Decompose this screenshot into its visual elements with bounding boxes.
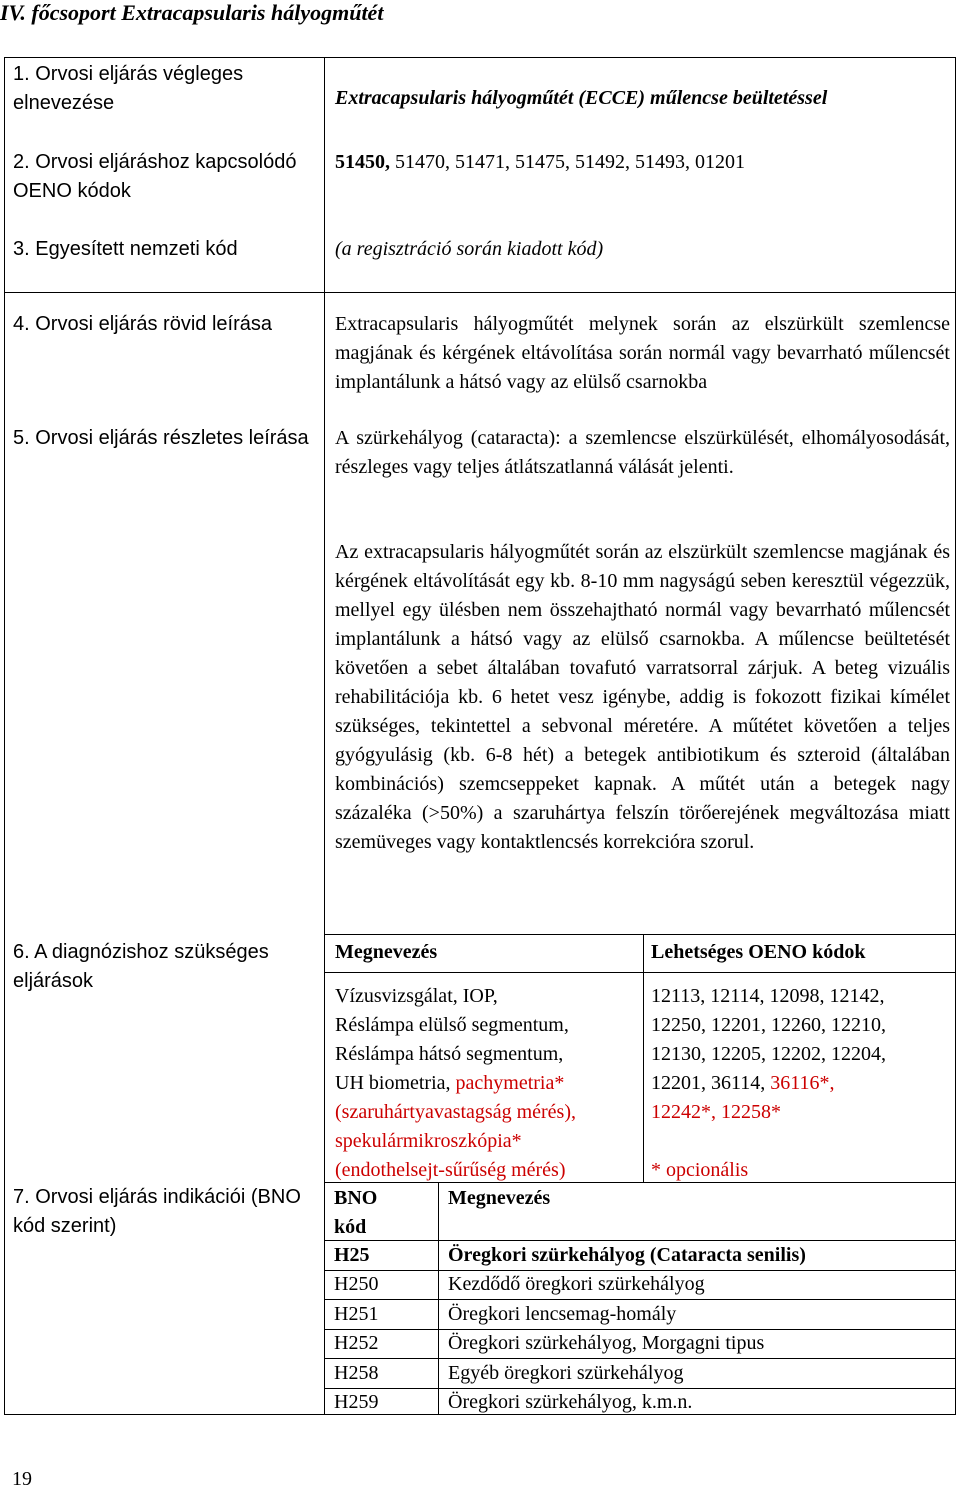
row6-code-c: 12130, 12205, 12202, 12204, [651, 1043, 886, 1065]
row6-name-d [335, 1069, 640, 1098]
row6-name-b: Réslámpa elülső segmentum, [335, 1014, 569, 1036]
page-number: 19 [12, 1468, 32, 1490]
row6-name-e: (szaruhártyavastagság mérés), [335, 1101, 576, 1123]
bno-code: H25 [334, 1243, 370, 1266]
row6-name-d-red: pachymetria* [455, 1072, 565, 1094]
row3-label: 3. Egyesített nemzeti kód [13, 238, 238, 260]
procedure-table [4, 57, 956, 1415]
row6-col2-header: Lehetséges OENO kódok [651, 941, 866, 963]
row5-paragraph2: Az extracapsularis hályogműtét során az elszürkült szemlencse magjának és kérgének eltávolítását egy kb. 8-10 mm nagyságú seben keresztül végezzük, mellyel egy ülésben nem összehajtható normál vagy bevarrható műlencsét implantálunk a hátsó vagy az elülső csarnokba. A műlencse beültetését követően a sebet általában tovafutó varratsorral zárjuk. A beteg vizuális rehabilitációja kb. 6 hetet vesz igénybe, addig is fokozott fizikai kímélet szükséges, tekintettel a sebvonal méretére. A műtétet követően a teljes gyógyulásig (kb. 6-8 hét) a betegek antibiotikum és szteroid (általában kombinációs) szemcseppeket kapnak. A műtét után a betegek nagy százaléka (>50%) a szaruhártya felszín törőerejének megváltozása miatt szemüveges vagy kontaktlencsés korrekcióra szorul. [335, 541, 950, 853]
row4-label: 4. Orvosi eljárás rövid leírása [13, 313, 272, 335]
bno-name: Kezdődő öregkori szürkehályog [448, 1273, 705, 1295]
row6-name-f: spekulármikroszkópia* [335, 1130, 522, 1152]
bno-name: Öregkori lencsemag-homály [448, 1302, 677, 1325]
row3-value: (a regisztráció során kiadott kód) [335, 238, 604, 260]
row7-label: 7. Orvosi eljárás indikációi (BNO kód szerint) [13, 1186, 301, 1237]
row6-codes [651, 982, 951, 1185]
bno-code: H259 [334, 1391, 379, 1413]
bno-table [324, 1182, 955, 1416]
row6-code-b: 12250, 12201, 12260, 12210, [651, 1014, 886, 1036]
bno-name: Öregkori szürkehályog (Cataracta senilis) [448, 1243, 806, 1266]
row6-names [335, 982, 640, 1185]
row6-top-border [324, 934, 955, 935]
bno-code: H258 [334, 1361, 379, 1384]
bno-col1-header-a: BNO [334, 1187, 378, 1209]
row6-header-border [324, 972, 955, 973]
bno-name: Egyéb öregkori szürkehályog [448, 1361, 684, 1384]
bno-name: Öregkori szürkehályog, k.m.n. [448, 1391, 693, 1413]
row6-code-d [651, 1069, 951, 1098]
row6-code-d-text: 12201, 36114, [651, 1072, 771, 1094]
row6-name-c: Réslámpa hátsó segmentum, [335, 1043, 564, 1065]
row6-code-d-red: 36116*, [770, 1072, 835, 1094]
bno-col2-header: Megnevezés [448, 1187, 551, 1209]
row5-label: 5. Orvosi eljárás részletes leírása [13, 427, 309, 449]
row4-value: Extracapsularis hályogműtét melynek során az elszürkült szemlencse magjának és kérgének eltávolítása során normál vagy bevarrható műlencsét implantálunk a hátsó vagy az elülső csarnokba [335, 313, 950, 393]
row6-code-e: 12242*, 12258* [651, 1101, 781, 1123]
row5-paragraph1: A szürkehályog (cataracta): a szemlencse elszürkülését, elhomályosodását, részleges vagy teljes átlátszatlanná válását jelenti. [335, 427, 950, 478]
bno-col1-header-b: kód [334, 1216, 367, 1238]
row1-value: Extracapsularis hályogműtét (ECCE) műlencse beültetéssel [335, 87, 828, 109]
bno-name: Öregkori szürkehályog, Morgagni tipus [448, 1332, 765, 1354]
bno-col-divider [438, 1182, 439, 1414]
row6-col1-header: Megnevezés [335, 941, 438, 963]
row-divider [5, 292, 955, 293]
row6-name-d-text: UH biometria, [335, 1072, 456, 1094]
row6-label: 6. A diagnózishoz szükséges eljárások [13, 941, 269, 992]
bno-code: H251 [334, 1302, 379, 1325]
row6-code-a: 12113, 12114, 12098, 12142, [651, 985, 885, 1007]
row1-label: 1. Orvosi eljárás végleges elnevezése [13, 63, 244, 114]
bno-code: H250 [334, 1273, 379, 1295]
bno-code: H252 [334, 1332, 379, 1354]
row2-value [335, 148, 950, 177]
bno-col1-header [334, 1184, 377, 1242]
row6-code-note: * opcionális [651, 1159, 749, 1181]
row6-name-g: (endothelsejt-sűrűség mérés) [335, 1159, 566, 1181]
row2-value-rest: 51470, 51471, 51475, 51492, 51493, 01201 [390, 151, 745, 173]
row6-name-a: Vízusvizsgálat, IOP, [335, 985, 498, 1007]
page-heading: IV. főcsoport Extracapsularis hályogműtét [0, 0, 384, 25]
row2-value-bold: 51450, [335, 151, 390, 173]
row2-label: 2. Orvosi eljáráshoz kapcsolódó OENO kódok [13, 151, 297, 202]
row6-code-spacer [651, 1127, 951, 1156]
